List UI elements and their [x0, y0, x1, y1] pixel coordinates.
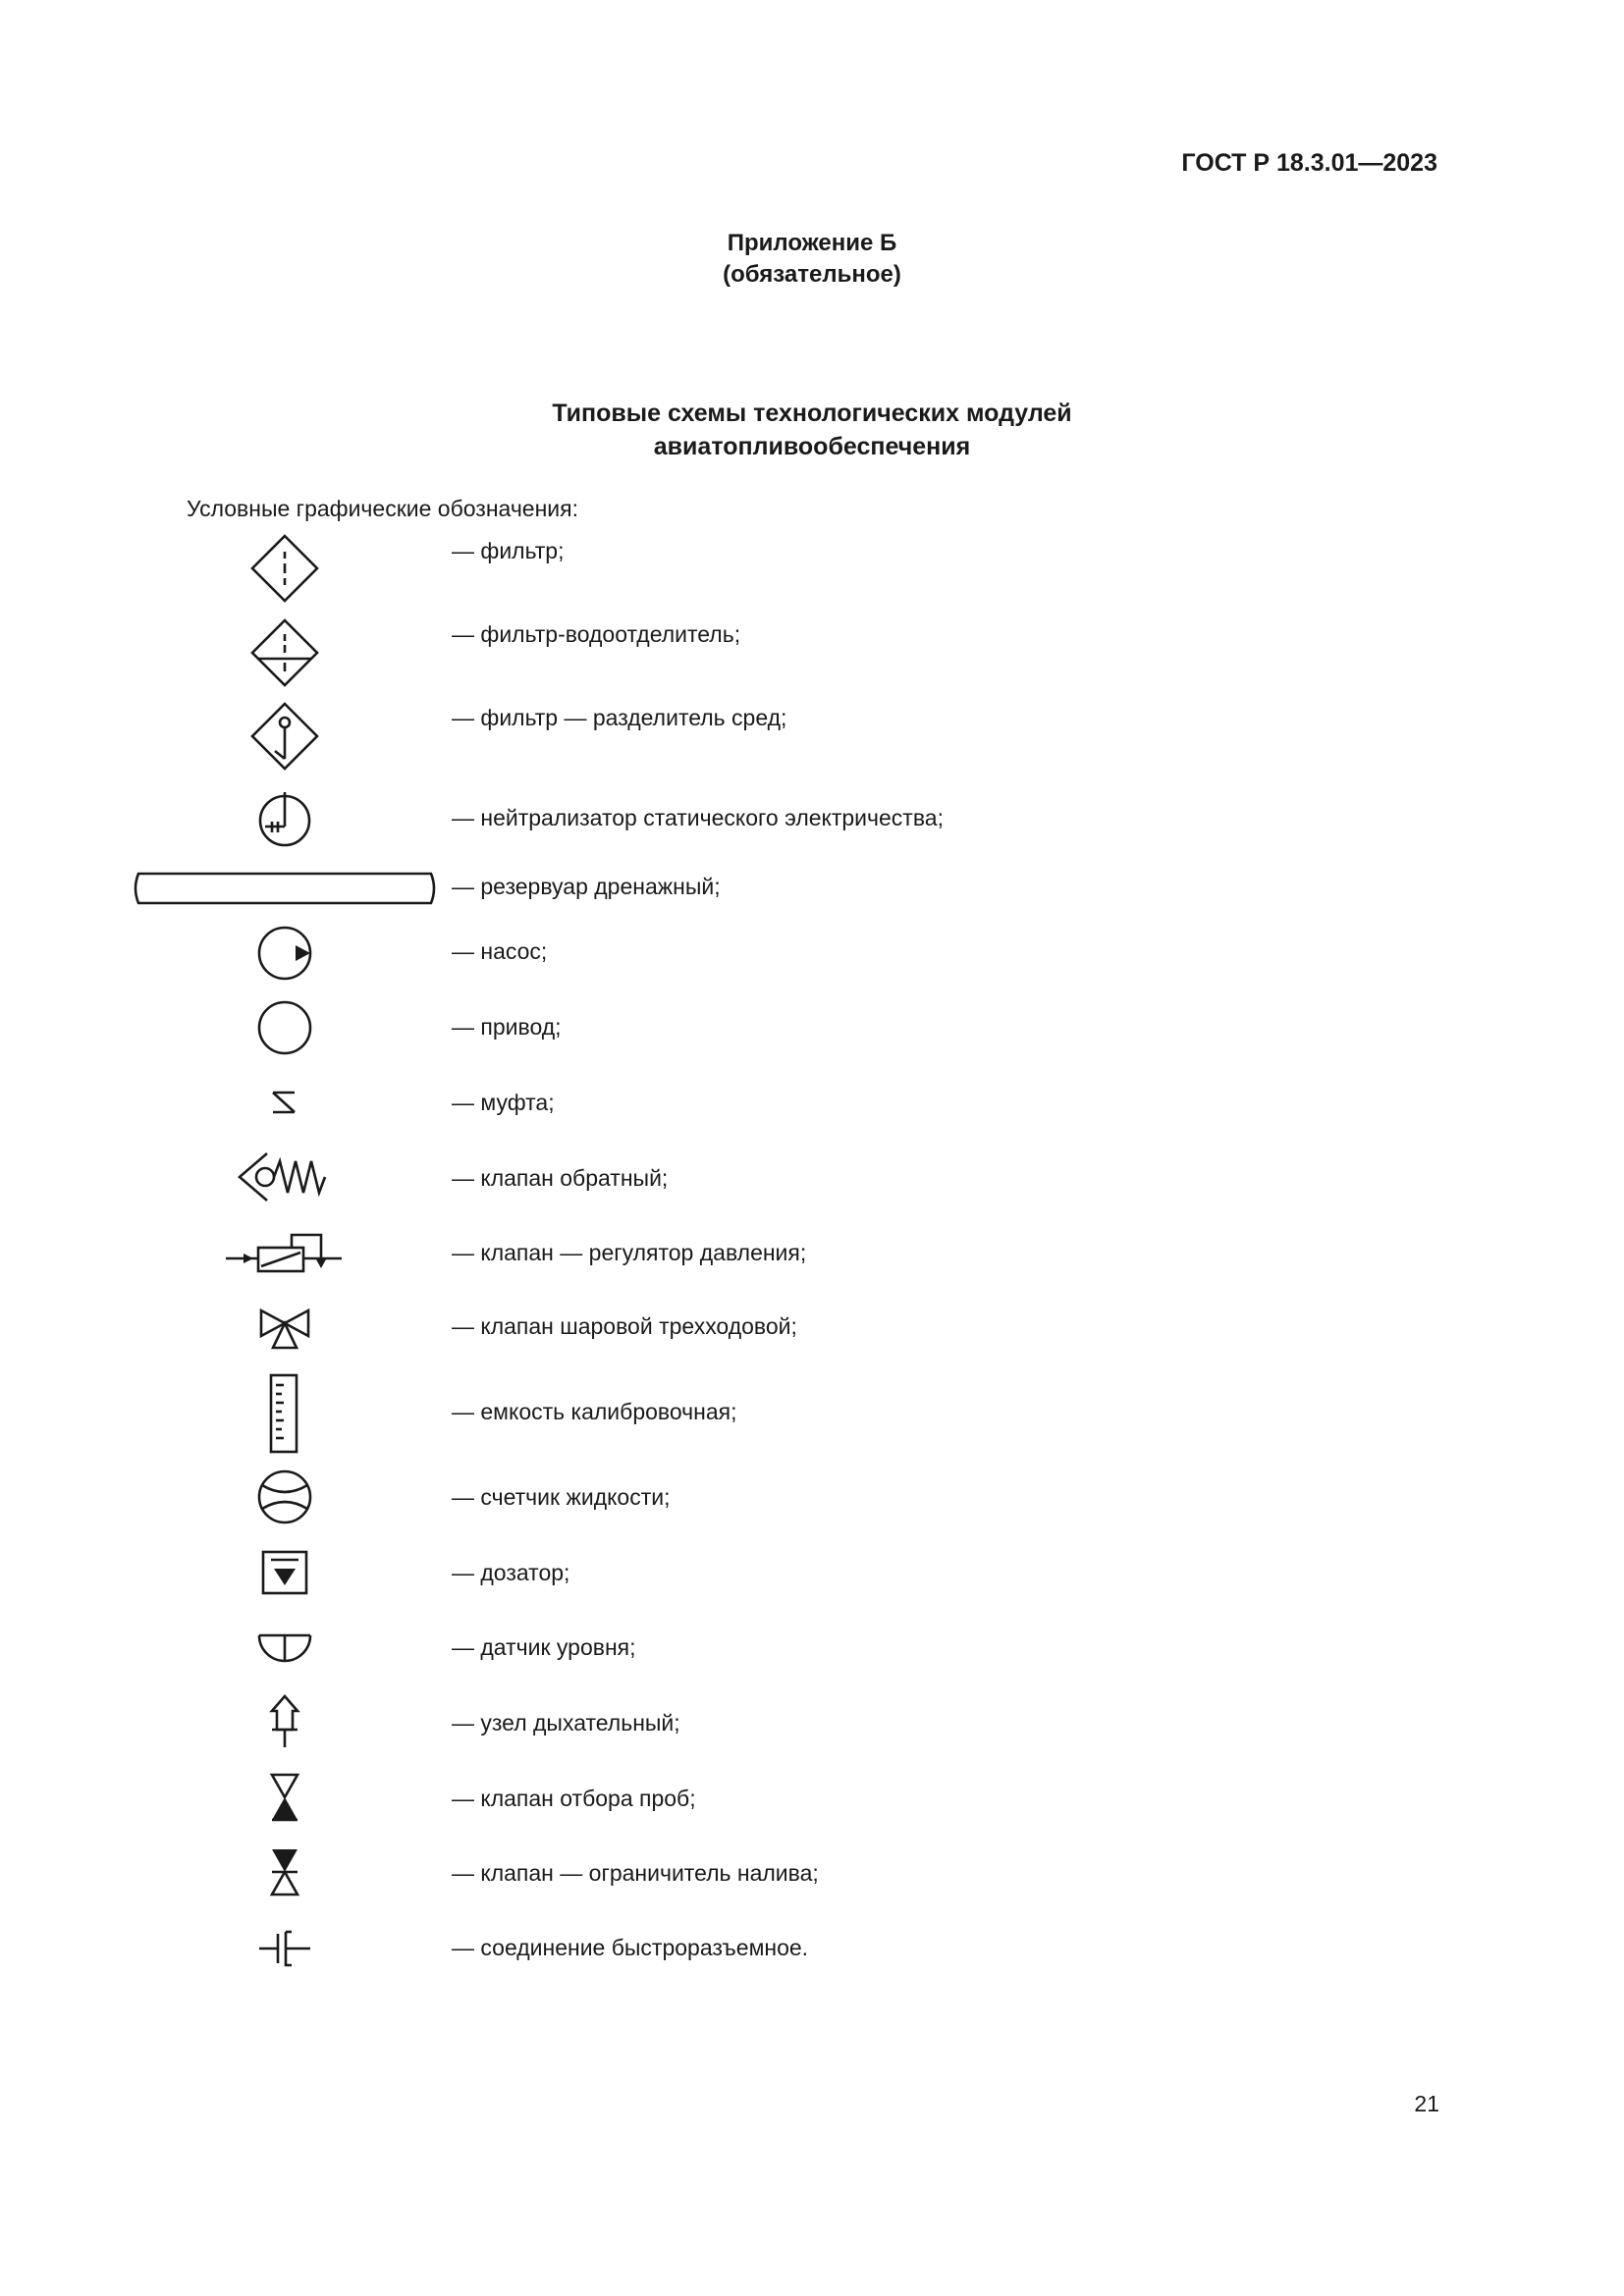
annex-title: Приложение Б	[727, 230, 897, 256]
legend-label-filter: — фильтр;	[452, 538, 565, 563]
calibration-tank-icon	[128, 1369, 442, 1458]
legend-label-quick-disconnect: — соединение быстроразъемное.	[452, 1935, 809, 1960]
annex-status: (обязательное)	[723, 261, 901, 288]
legend-label-level-sensor: — датчик уровня;	[452, 1634, 636, 1660]
filling-limiter-valve-icon	[128, 1828, 442, 1916]
legend-label-breather-unit: — узел дыхательный;	[452, 1710, 680, 1735]
legend-label-filling-limiter-valve: — клапан — ограничитель налива;	[452, 1860, 819, 1886]
legend-label-pressure-regulator-valve: — клапан — регулятор давления;	[452, 1240, 807, 1265]
quick-disconnect-icon	[128, 1904, 442, 1993]
legend-label-coupling: — муфта;	[452, 1090, 555, 1115]
section-title	[0, 397, 1624, 463]
legend-label-check-valve: — клапан обратный;	[452, 1165, 669, 1191]
legend-label-drive: — привод;	[452, 1014, 562, 1040]
document-id: ГОСТ Р 18.3.01—2023	[1181, 149, 1437, 177]
three-way-ball-valve-icon	[128, 1281, 442, 1369]
filter-water-separator-icon	[128, 609, 442, 697]
legend-heading: Условные графические обозначения:	[187, 496, 578, 521]
annex-heading	[0, 228, 1624, 291]
section-title-line-2: авиатопливообеспечения	[653, 433, 971, 460]
legend-label-sampling-valve: — клапан отбора проб;	[452, 1786, 696, 1811]
filter-media-separator-icon	[128, 692, 442, 780]
legend-label-liquid-meter: — счетчик жидкости;	[452, 1484, 671, 1510]
legend-label-three-way-ball-valve: — клапан шаровой трехходовой;	[452, 1313, 797, 1339]
legend-label-filter-water-separator: — фильтр-водоотделитель;	[452, 621, 741, 647]
section-title-line-1: Типовые схемы технологических модулей	[552, 400, 1072, 427]
legend-label-dispenser: — дозатор;	[452, 1560, 570, 1585]
legend-label-pump: — насос;	[452, 938, 548, 964]
page-number: 21	[1414, 2091, 1439, 2116]
legend-label-static-neutralizer: — нейтрализатор статического электричества;	[452, 805, 944, 830]
filter-icon	[128, 525, 442, 614]
legend-label-drain-tank: — резервуар дренажный;	[452, 874, 721, 899]
legend-label-filter-media-separator: — фильтр — разделитель сред;	[452, 705, 787, 730]
legend-label-calibration-tank: — емкость калибровочная;	[452, 1399, 737, 1424]
